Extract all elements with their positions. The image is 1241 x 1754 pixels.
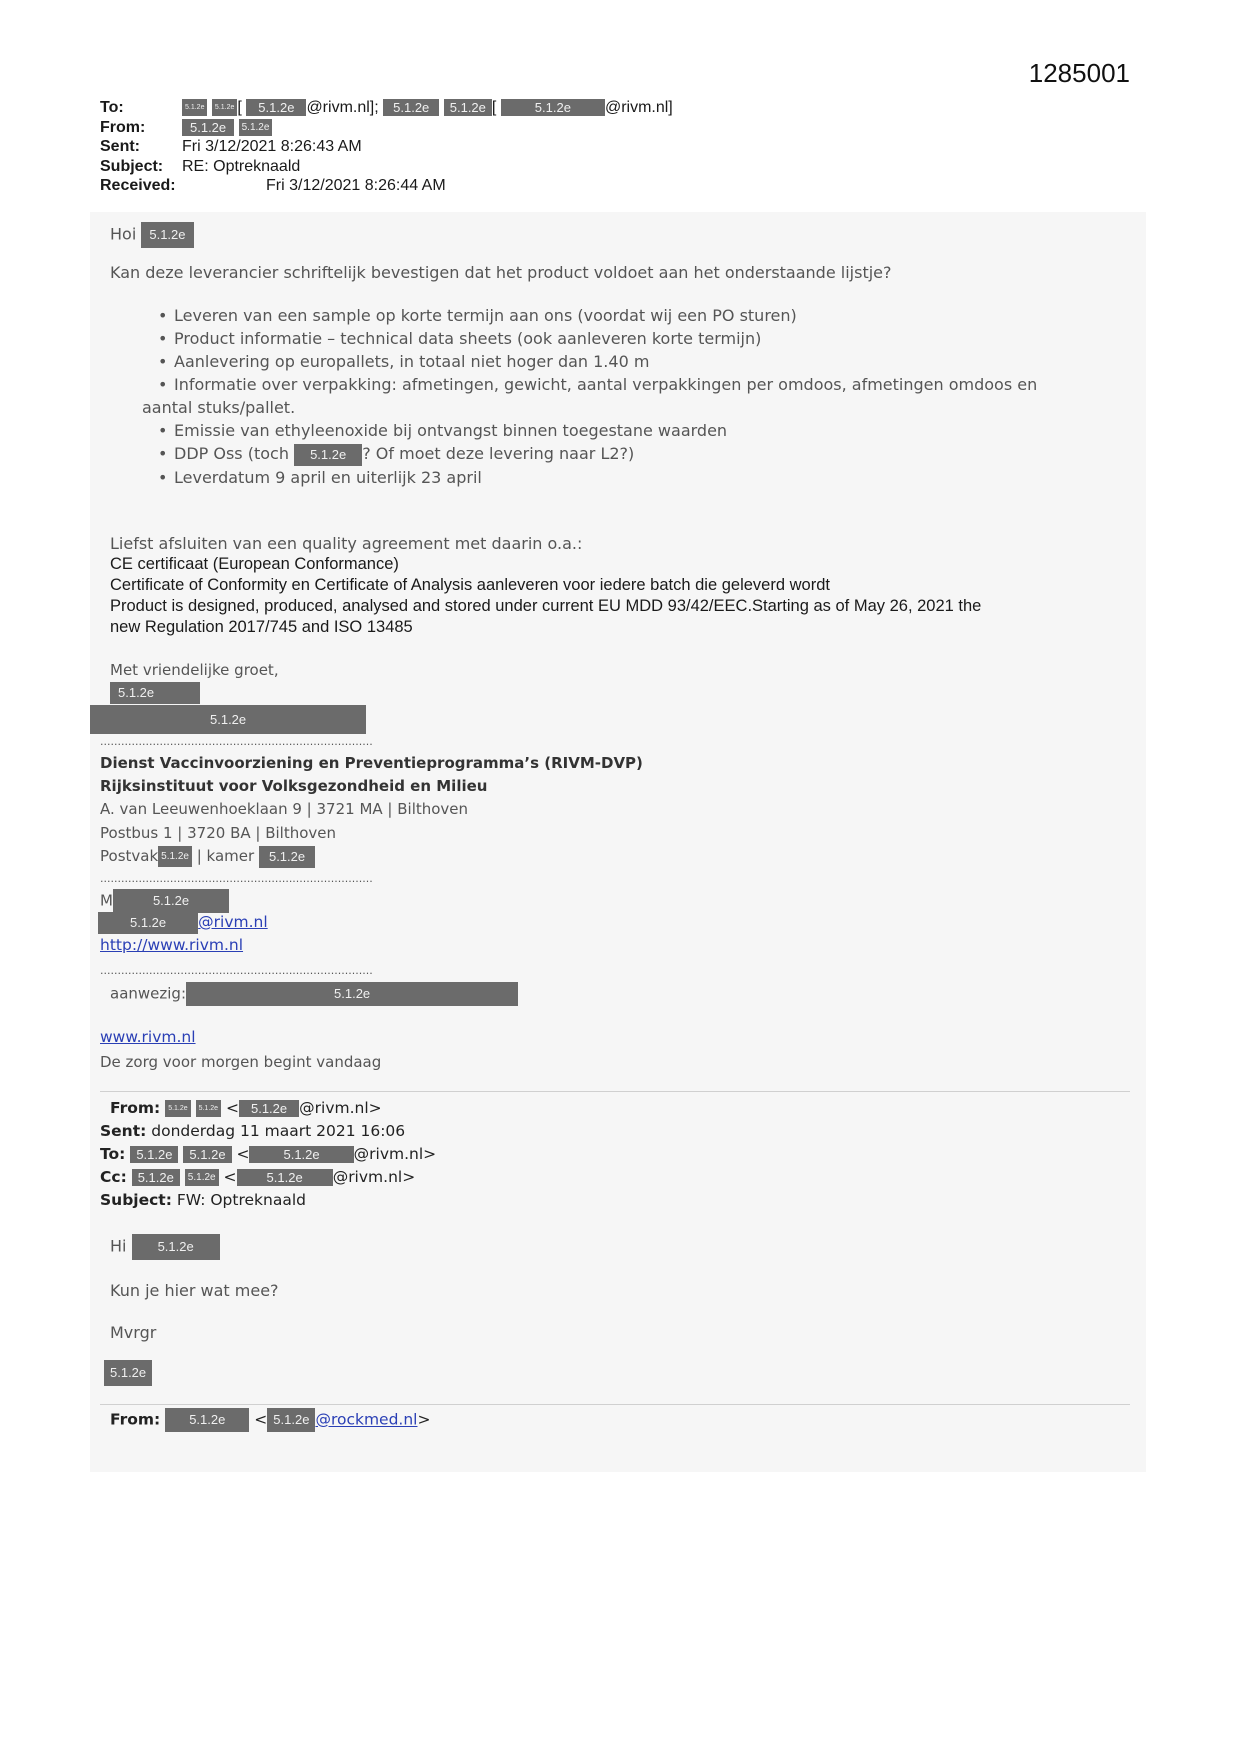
- greeting-line: [110, 222, 194, 248]
- sent-value: Fri 3/12/2021 8:26:43 AM: [182, 138, 362, 155]
- email-link[interactable]: @rivm.nl: [198, 913, 268, 932]
- divider: [100, 1091, 1130, 1092]
- to-address-suffix-2: @rivm.nl]: [604, 99, 673, 116]
- redaction: 5.1.2e: [158, 846, 192, 867]
- fw-greeting-line: Hi 5.1.2e: [110, 1234, 220, 1260]
- fw-from-line: From: 5.1.2e 5.1.2e < 5.1.2e @rivm.nl>: [110, 1099, 382, 1117]
- redaction: 5.1.2e: [501, 99, 605, 116]
- redaction: 5.1.2e: [132, 1169, 180, 1186]
- redaction: 5.1.2e: [182, 99, 207, 116]
- redaction: 5.1.2e: [165, 1100, 190, 1117]
- fw-cc-line: Cc: 5.1.2e 5.1.2e < 5.1.2e @rivm.nl>: [100, 1168, 416, 1186]
- redaction: 5.1.2e: [183, 1146, 231, 1163]
- received-value: Fri 3/12/2021 8:26:44 AM: [266, 177, 446, 194]
- qa-line-1: CE certificaat (European Conformance): [110, 555, 399, 573]
- list-item: • Product informatie – technical data sheets (ook aanleveren korte termijn): [158, 329, 762, 348]
- redaction: 5.1.2e: [141, 222, 193, 248]
- list-item: • DDP Oss (toch 5.1.2e ? Of moet deze levering naar L2?): [158, 442, 1138, 466]
- address: A. van Leeuwenhoeklaan 9 | 3721 MA | Bilthoven: [100, 800, 469, 818]
- email-line: [98, 912, 268, 934]
- fw-sent-line: Sent: donderdag 11 maart 2021 16:06: [100, 1122, 406, 1140]
- to-address-suffix-1: @rivm.nl];: [306, 99, 379, 116]
- fw-closing: Mvrgr: [110, 1323, 157, 1342]
- org-name-2: Rijksinstituut voor Volksgezondheid en Milieu: [100, 777, 488, 795]
- document-number: 1285001: [1028, 58, 1130, 88]
- redaction: 5.1.2e: [186, 982, 518, 1006]
- to-label: To:: [100, 99, 124, 116]
- separator-dots: ..............................................................................: [100, 964, 373, 977]
- qa-line-2: Certificate of Conformity en Certificate of Analysis aanleveren voor iedere batch die geleverd wordt: [110, 576, 830, 594]
- subject-value: RE: Optreknaald: [182, 157, 301, 175]
- rockmed-email-link[interactable]: @rockmed.nl: [315, 1410, 418, 1429]
- redaction: 5.1.2e: [239, 1100, 299, 1117]
- sent-label: Sent:: [100, 138, 140, 155]
- redaction: 5.1.2e: [130, 1146, 178, 1163]
- sender-name: [110, 682, 200, 704]
- redaction: 5.1.2e: [185, 1169, 219, 1186]
- list-item: • Aanlevering op europallets, in totaal niet hoger dan 1.40 m: [158, 352, 650, 371]
- list-item: • Leveren van een sample op korte termijn aan ons (voordat wij een PO sturen): [158, 306, 797, 325]
- separator-dots: ..............................................................................: [100, 872, 373, 885]
- mobile-line: M 5.1.2e: [100, 889, 229, 913]
- from-label: From:: [100, 118, 146, 136]
- redaction: 5.1.2e: [196, 1100, 221, 1117]
- closing: Met vriendelijke groet,: [110, 661, 279, 679]
- website-link[interactable]: http://www.rivm.nl: [100, 936, 244, 954]
- postvak-line: Postvak 5.1.2e | kamer 5.1.2e: [100, 845, 315, 868]
- redaction: 5.1.2e: [212, 99, 237, 116]
- postbus: Postbus 1 | 3720 BA | Bilthoven: [100, 824, 337, 842]
- fw-subject-line: Subject: FW: Optreknaald: [100, 1191, 306, 1209]
- divider: [100, 1404, 1130, 1405]
- redaction: 5.1.2e: [294, 444, 362, 466]
- redaction: 5.1.2e: [90, 705, 366, 734]
- redaction: 5.1.2e: [182, 119, 234, 136]
- sender-title: [90, 705, 366, 734]
- qa-intro: Liefst afsluiten van een quality agreement met daarin o.a.:: [110, 534, 583, 553]
- fw-body: Kun je hier wat mee?: [110, 1281, 279, 1300]
- redaction: 5.1.2e: [383, 99, 439, 116]
- www-link[interactable]: www.rivm.nl: [100, 1028, 196, 1046]
- redaction: 5.1.2e: [98, 912, 198, 934]
- list-item: • Leverdatum 9 april en uiterlijk 23 april: [158, 467, 482, 487]
- www-line: [100, 1028, 196, 1047]
- redaction: 5.1.2e: [113, 889, 229, 913]
- qa-line-4: new Regulation 2017/745 and ISO 13485: [110, 618, 413, 636]
- redaction: 5.1.2e: [104, 1360, 152, 1386]
- redaction: 5.1.2e: [246, 99, 306, 116]
- redaction: 5.1.2e: [165, 1408, 249, 1432]
- redaction: 5.1.2e: [259, 846, 315, 868]
- requirements-list: [142, 304, 1138, 489]
- subject-label: Subject:: [100, 157, 164, 175]
- website-line: [100, 936, 243, 955]
- intro-text: Kan deze leverancier schriftelijk bevestigen dat het product voldoet aan het onderstaande lijstje?: [110, 263, 892, 282]
- redaction: 5.1.2e: [110, 682, 200, 704]
- redaction: 5.1.2e: [132, 1234, 220, 1260]
- list-item: • Emissie van ethyleenoxide bij ontvangst binnen toegestane waarden: [158, 421, 728, 440]
- org-name-1: Dienst Vaccinvoorziening en Preventieprogramma’s (RIVM-DVP): [100, 754, 643, 772]
- fw-to-line: To: 5.1.2e 5.1.2e < 5.1.2e @rivm.nl>: [100, 1145, 437, 1163]
- received-label: Received:: [100, 177, 176, 194]
- redaction: 5.1.2e: [267, 1408, 315, 1432]
- redaction: 5.1.2e: [444, 99, 492, 116]
- redaction: 5.1.2e: [237, 1169, 333, 1186]
- redaction: 5.1.2e: [239, 119, 273, 136]
- separator-dots: ..............................................................................: [100, 735, 373, 748]
- fw2-from-line: From: 5.1.2e < 5.1.2e @rockmed.nl>: [110, 1408, 430, 1432]
- qa-line-3: Product is designed, produced, analysed and stored under current EU MDD 93/42/EEC.Starting as of May 26, 2021 the: [110, 597, 982, 615]
- fw-sender: [104, 1360, 152, 1386]
- greeting: Hoi: [110, 224, 137, 244]
- redaction: 5.1.2e: [249, 1146, 353, 1163]
- aanwezig-line: aanwezig: 5.1.2e: [110, 982, 518, 1006]
- slogan: De zorg voor morgen begint vandaag: [100, 1053, 382, 1071]
- list-item: • Informatie over verpakking: afmetingen, gewicht, aantal verpakkingen per omdoos, afmetingen omdoos en aantal stuks/pallet.: [142, 375, 1038, 417]
